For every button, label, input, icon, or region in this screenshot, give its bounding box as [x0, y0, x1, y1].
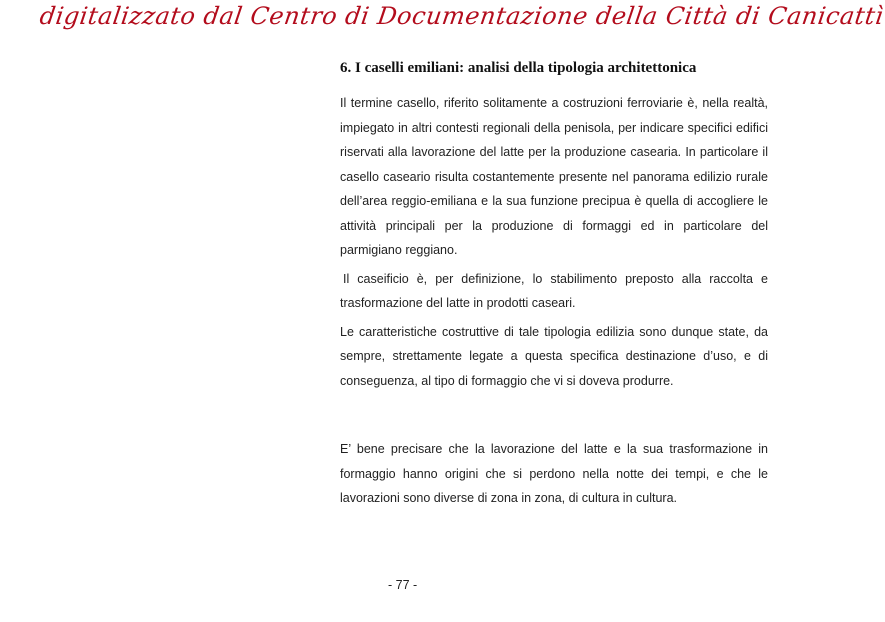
- section-title: 6. I caselli emiliani: analisi della tipologia architettonica: [340, 60, 697, 76]
- paragraph-milk-processing-origins: E’ bene precisare che la lavorazione del latte e la sua trasformazione in formaggio hanno origini che si perdono nella notte dei tempi, e che le lavorazioni sono diverse di zona in zona, di cultura in cultura.: [340, 442, 768, 505]
- paragraph-casello-definition: Il termine casello, riferito solitamente a costruzioni ferroviarie è, nella realtà, impiegato in altri contesti regionali della penisola, per indicare specifici edifici riservati alla lavorazione del latte per la produzione casearia. In particolare il casello caseario risulta costantemente presente nel panorama edilizio rurale dell’area reggio-emiliana e la sua funzione precipua è quella di accogliere le attività principali per la produzione di formaggi ed in particolare del parmigiano reggiano.: [340, 96, 768, 257]
- paragraph-construction-features: Le caratteristiche costruttive di tale tipologia edilizia sono dunque state, da sempre, strettamente legate a questa specifica destinazione d’uso, e di conseguenza, al tipo di formaggio che vi si doveva produrre.: [340, 324, 768, 388]
- paragraph-gap: [340, 397, 768, 437]
- digitization-watermark: digitalizzato dal Centro di Documentazione della Città di Canicattì: [38, 2, 885, 30]
- page-number: - 77 -: [388, 578, 418, 592]
- paragraph-caseificio-definition: Il caseificio è, per definizione, lo stabilimento preposto alla raccolta e trasformazione del latte in prodotti caseari.: [340, 271, 768, 310]
- document-body: [340, 60, 768, 515]
